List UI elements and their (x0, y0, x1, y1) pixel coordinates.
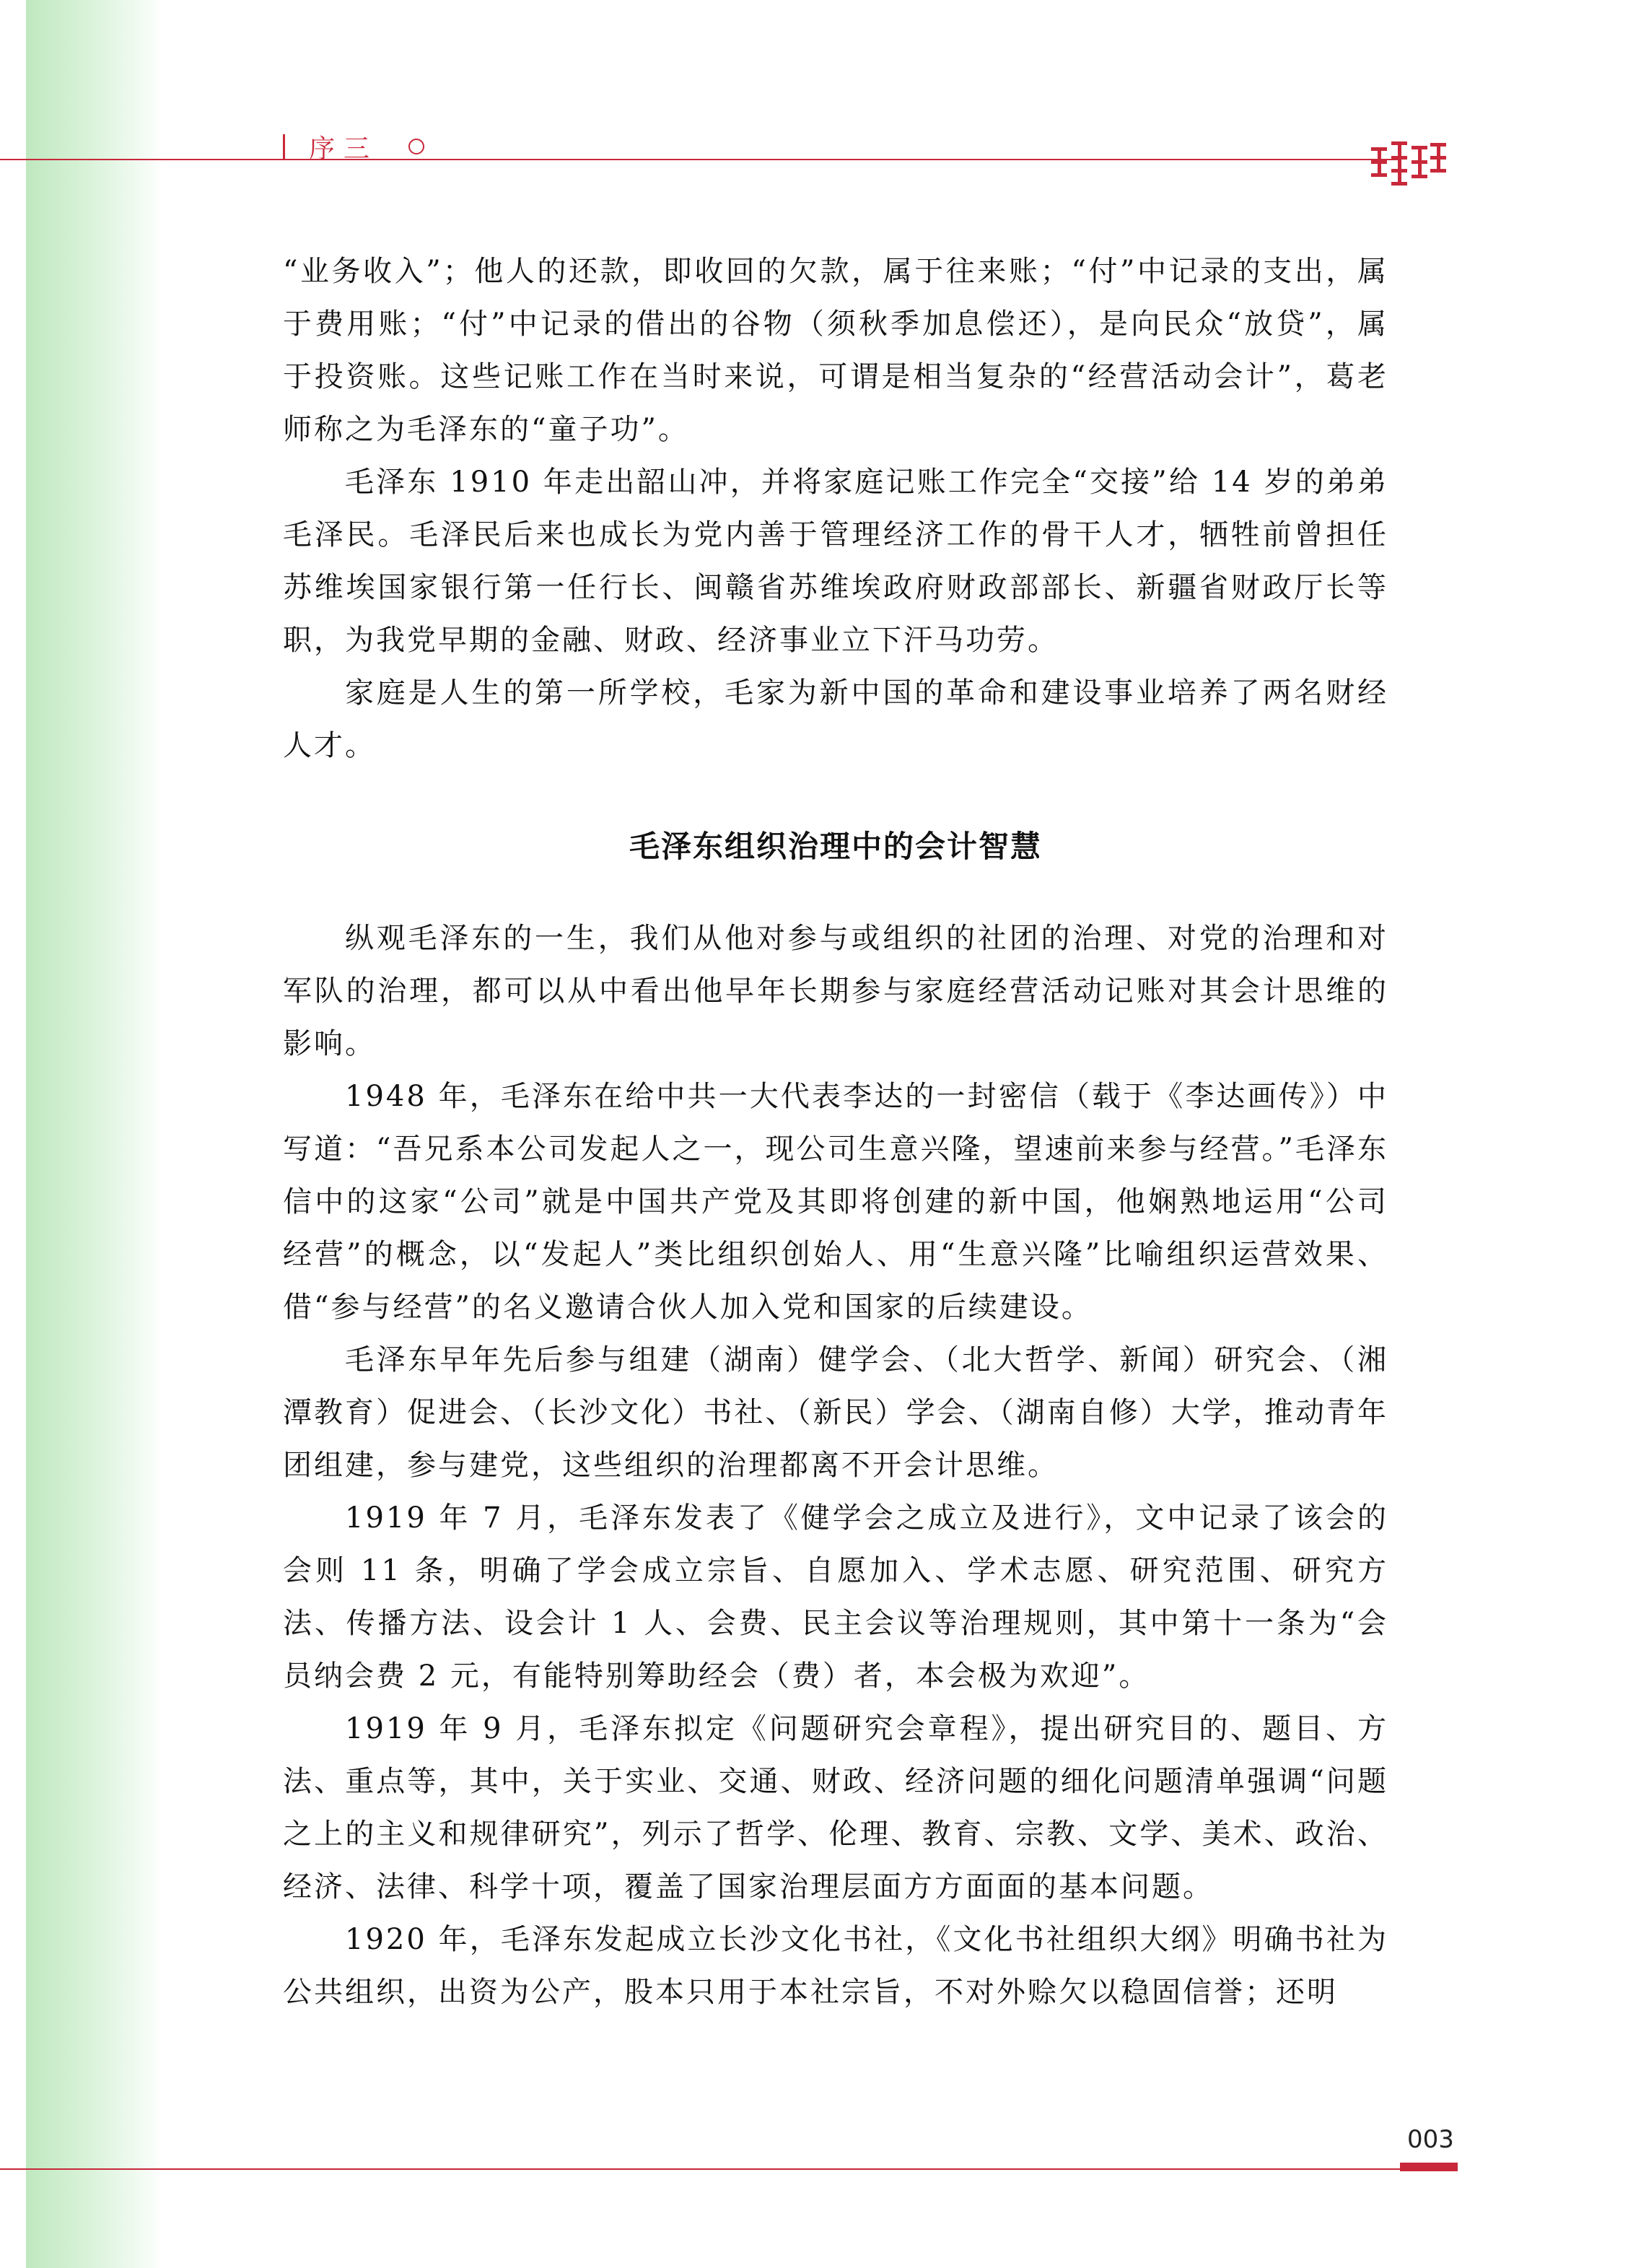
paragraph-5: 1948 年，毛泽东在给中共一大代表李达的一封密信（载于《李达画传》）中写道：“吾兄系本公司发起人之一，现公司生意兴隆，望速前来参与经营。”毛泽东信中的这家“公司”就是中国共产党及其即将创建的新中国，他娴熟地运用“公司经营”的概念，以“发起人”类比组织创始人、用“生意兴隆”比喻组织运营效果、借“参与经营”的名义邀请合伙人加入党和国家的后续建设。 (283, 1080, 1388, 1324)
section-label: 序三 (309, 134, 379, 164)
paragraph-9: 1920 年，毛泽东发起成立长沙文化书社，《文化书社组织大纲》明确书社为公共组织，出资为公产，股本只用于本社宗旨，不对外赊欠以稳固信誉；还明 (283, 1923, 1388, 2009)
footer-rule (0, 2168, 1400, 2170)
paragraph-6: 毛泽东早年先后参与组建（湖南）健学会、（北大哲学、新闻）研究会、（湘潭教育）促进会、（长沙文化）书社、（新民）学会、（湖南自修）大学，推动青年团组建，参与建党，这些组织的治理都离不开会计思维。 (283, 1343, 1388, 1482)
page-number: 003 (1407, 2125, 1454, 2154)
header-tick (283, 134, 285, 159)
paragraph-4: 纵观毛泽东的一生，我们从他对参与或组织的社团的治理、对党的治理和对军队的治理，都可以从中看出他早年长期参与家庭经营活动记账对其会计思维的影响。 (283, 922, 1388, 1060)
paragraph-3: 家庭是人生的第一所学校，毛家为新中国的革命和建设事业培养了两名财经人才。 (283, 676, 1388, 762)
paragraph-8: 1919 年 9 月，毛泽东拟定《问题研究会章程》，提出研究目的、题目、方法、重点等，其中，关于实业、交通、财政、经济问题的细化问题清单强调“问题之上的主义和规律研究”，列示了哲学、伦理、教育、宗教、文学、美术、政治、经济、法律、科学十项，覆盖了国家治理层面方方面面的基本问题。 (283, 1712, 1388, 1903)
footer-accent-bar (1400, 2163, 1458, 2171)
page-body (283, 245, 1388, 2019)
ornament-icon (408, 139, 424, 154)
publisher-logo-icon (1371, 141, 1446, 188)
paragraph-2: 毛泽东 1910 年走出韶山冲，并将家庭记账工作完全“交接”给 14 岁的弟弟毛泽民。毛泽民后来也成长为党内善于管理经济工作的骨干人才，牺牲前曾担任苏维埃国家银行第一任行长、闽赣省苏维埃政府财政部部长、新疆省财政厅长等职，为我党早期的金融、财政、经济事业立下汗马功劳。 (283, 466, 1388, 657)
side-color-band (26, 0, 163, 2268)
paragraph-1: “业务收入”；他人的还款，即收回的欠款，属于往来账；“付”中记录的支出，属于费用账；“付”中记录的借出的谷物（须秋季加息偿还），是向民众“放贷”，属于投资账。这些记账工作在当时来说，可谓是相当复杂的“经营活动会计”，葛老师称之为毛泽东的“童子功”。 (283, 255, 1388, 446)
header-rule (0, 159, 1400, 160)
section-heading: 毛泽东组织治理中的会计智慧 (629, 829, 1042, 864)
paragraph-7: 1919 年 7 月，毛泽东发表了《健学会之成立及进行》，文中记录了该会的会则 11 条，明确了学会成立宗旨、自愿加入、学术志愿、研究范围、研究方法、传播方法、设会计 1 人、会费、民主会议等治理规则，其中第十一条为“会员纳会费 2 元，有能特别筹助经会（费）者，本会极为欢迎”。 (283, 1501, 1388, 1693)
